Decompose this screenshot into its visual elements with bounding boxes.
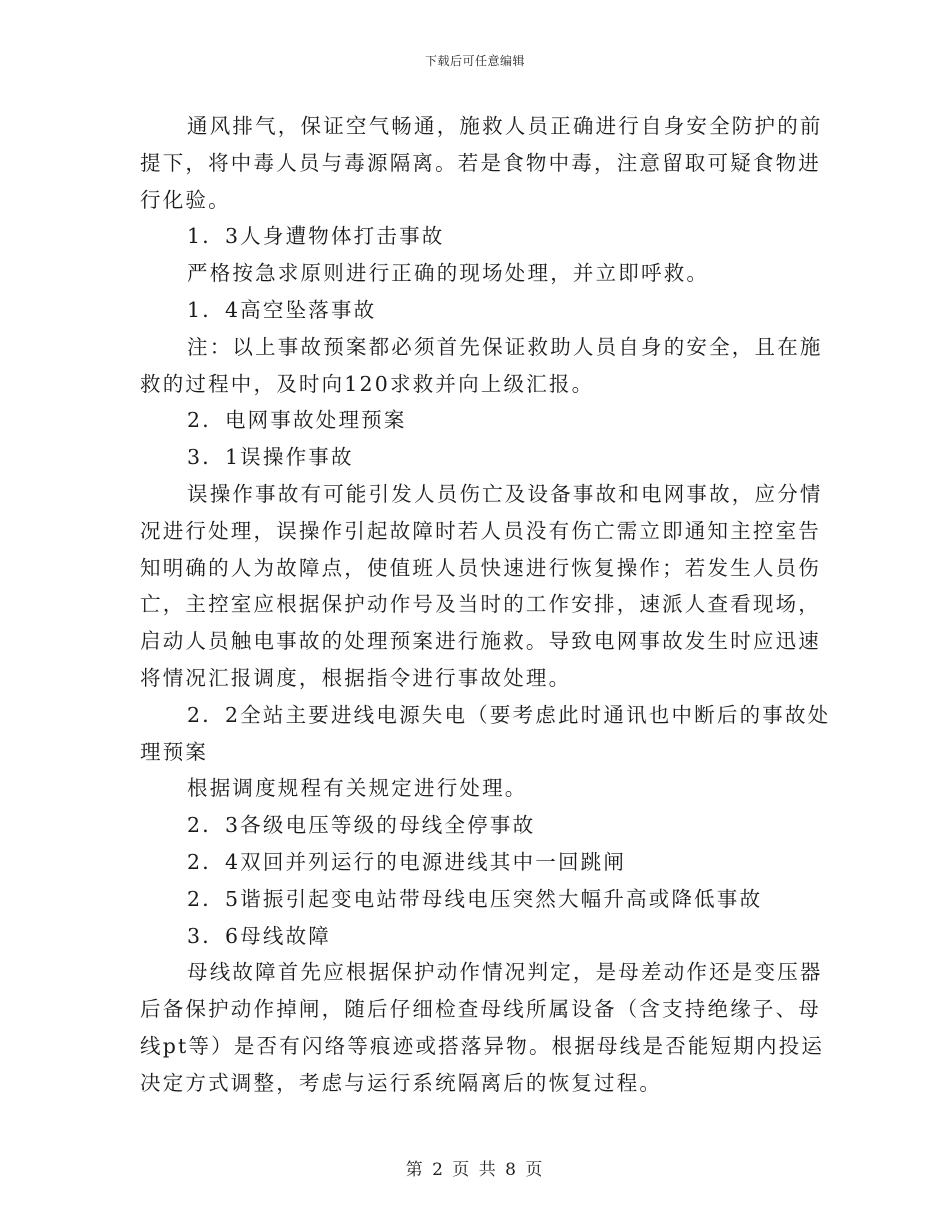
text-line: 2．电网事故处理预案: [187, 408, 407, 433]
text-line: 3．1误操作事故: [187, 445, 354, 470]
text-line: 况进行处理，误操作引起故障时若人员没有伤亡需立即通知主控室告: [140, 518, 821, 543]
page-header: 下载后可任意编辑: [424, 54, 525, 68]
text-line: 根据调度规程有关规定进行处理。: [187, 776, 528, 801]
text-line: 通风排气，保证空气畅通，施救人员正确进行自身安全防护的前: [187, 114, 823, 138]
text-line: 知明确的人为故障点，使值班人员快速进行恢复操作；若发生人员伤: [140, 555, 821, 580]
text-line: 母线故障首先应根据保护动作情况判定，是母差动作还是变压器: [187, 960, 823, 985]
paragraph: [140, 108, 823, 218]
text-line: 2．4双回并列运行的电源进线其中一回跳闸: [187, 849, 627, 874]
paragraph: [140, 292, 810, 329]
text-line: 严格按急求原则进行正确的现场处理，并立即呼救。: [187, 261, 710, 286]
text-line: 3．6母线故障: [187, 923, 331, 948]
text-line: 后备保护动作掉闸，随后仔细检查母线所属设备（含支持绝缘子、母: [140, 997, 821, 1022]
page-footer: 第 2 页 共 8 页: [405, 1160, 545, 1180]
paragraph: [140, 402, 810, 439]
text-line: 提下，将中毒人员与毒源隔离。若是食物中毒，注意留取可疑食物进: [140, 150, 821, 175]
text-line: 行化验。: [140, 187, 231, 212]
text-line: 2．5谐振引起变电站带母线电压突然大幅升高或降低事故: [187, 886, 763, 911]
text-line: 线pt等）是否有闪络等痕迹或搭落异物。根据母线是否能短期内投运: [140, 1033, 825, 1058]
text-line: 1．3人身遭物体打击事故: [187, 224, 445, 249]
text-line: 救的过程中，及时向120求救并向上级汇报。: [140, 371, 595, 396]
paragraph: [140, 807, 810, 844]
text-line: 决定方式调整，考虑与运行系统隔离后的恢复过程。: [140, 1070, 663, 1095]
paragraph: [140, 881, 810, 918]
paragraph: [140, 439, 810, 476]
paragraph: [140, 918, 810, 955]
text-line: 将情况汇报调度，根据指令进行事故处理。: [140, 665, 572, 690]
text-line: 2．3各级电压等级的母线全停事故: [187, 813, 536, 838]
paragraph: [140, 697, 831, 771]
text-line: 2．2全站主要进线电源失电（要考虑此时通讯也中断后的事故处: [187, 702, 831, 727]
document-body: [140, 108, 831, 1102]
paragraph: [140, 770, 810, 807]
paragraph: [140, 476, 823, 697]
text-line: 亡，主控室应根据保护动作号及当时的工作安排，速派人查看现场，: [140, 592, 821, 617]
paragraph: [140, 218, 810, 255]
paragraph: [140, 844, 810, 881]
paragraph: [140, 255, 810, 292]
text-line: 1．4高空坠落事故: [187, 297, 377, 322]
text-line: 注：以上事故预案都必须首先保证救助人员自身的安全，且在施: [187, 334, 823, 359]
text-line: 启动人员触电事故的处理预案进行施救。导致电网事故发生时应迅速: [140, 629, 821, 654]
paragraph: [140, 329, 823, 403]
text-line: 理预案: [140, 739, 209, 764]
text-line: 误操作事故有可能引发人员伤亡及设备事故和电网事故，应分情: [187, 481, 823, 506]
paragraph: [140, 954, 825, 1101]
